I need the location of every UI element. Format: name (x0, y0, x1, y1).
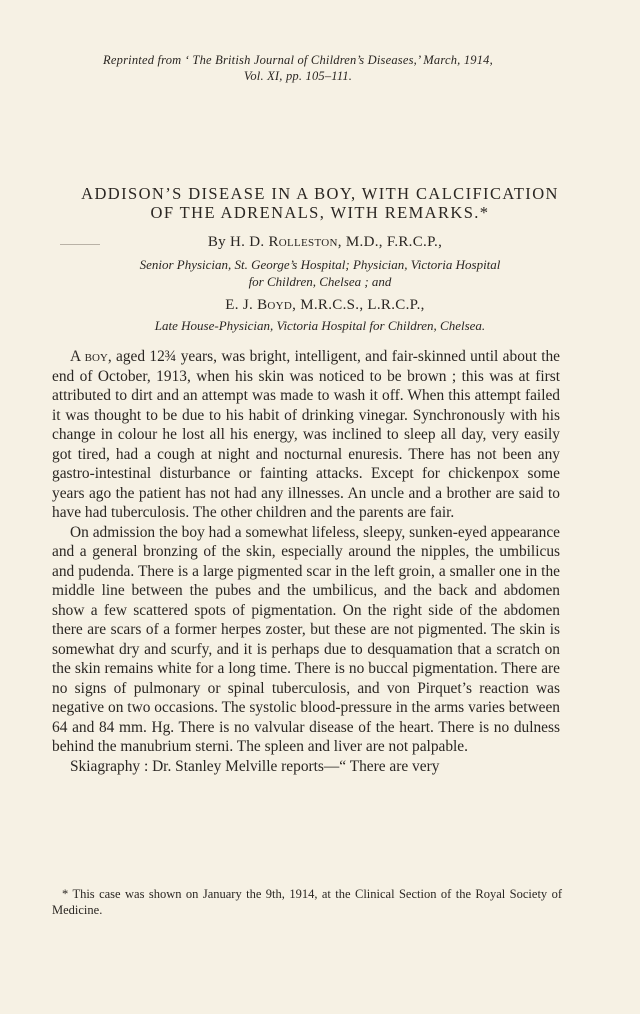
article-body (52, 347, 560, 776)
author-1-degrees: M.D., F.R.C.P., (345, 234, 443, 250)
reprint-line-2: Vol. XI, pp. 105–111. (243, 69, 353, 83)
paragraph-2: On admission the boy had a somewhat lifeless, sleepy, sunken-eyed appearance and a general bronzing of the skin, especially around the nipples, the umbilicus and pudenda. There is a large pigmented scar in the left groin, a smaller one in the middle line between the pubes and the umbilicus, and the back and abdomen show a few scattered spots of pigmentation. On the right side of the abdomen there are scars of a former herpes zoster, but these are not pigmented. The skin is somewhat dry and scurfy, and it is perhaps due to desquamation that a scratch on the skin remains white for a long time. There is no buccal pigmentation. There are no signs of pulmonary or spinal tuberculosis, and von Pirquet’s reaction was negative on two occasions. The systolic blood-pressure in the arms varies between 64 and 84 mm. Hg. There is no valvular disease of the heart. There is no dulness behind the manubrium sterni. The spleen and liver are not palpable. (52, 523, 560, 755)
author-1-affil-line-2: for Children, Chelsea ; and (248, 274, 392, 289)
author-1-by: By H. D. (207, 234, 265, 250)
paragraph-3: Skiagraphy : Dr. Stanley Melville reports—“ There are very (70, 757, 440, 775)
author-1-byline (60, 233, 590, 251)
paragraph-1 (52, 347, 560, 523)
author-2-affil-line: Late House-Physician, Victoria Hospital for Children, Chelsea. (154, 318, 486, 333)
article-title (40, 184, 600, 222)
author-2-name: Boyd, (257, 297, 297, 313)
author-2-initials: E. J. (225, 297, 254, 313)
author-2-affiliation (40, 317, 600, 334)
author-2-byline (60, 296, 590, 314)
title-line-1: ADDISON’S DISEASE IN A BOY, WITH CALCIFICATION (81, 184, 559, 203)
footnote (52, 886, 562, 918)
author-1-name: Rolleston, (268, 234, 342, 250)
reprint-line-1: Reprinted from ‘ The British Journal of Children’s Diseases,’ March, 1914, (103, 53, 493, 67)
author-2-degrees: M.R.C.S., L.R.C.P., (300, 297, 425, 313)
footnote-text: * This case was shown on January the 9th, 1914, at the Clinical Section of the Royal Society of Medicine. (52, 887, 562, 917)
author-1-affil-line-1: Senior Physician, St. George’s Hospital; Physician, Victoria Hospital (139, 257, 501, 272)
paragraph-1-lead: A boy, (70, 348, 112, 365)
author-1-affiliation (40, 256, 600, 290)
reprint-notice (60, 52, 536, 84)
title-line-2: OF THE ADRENALS, WITH REMARKS.* (150, 203, 490, 222)
paragraph-1-text: aged 12¾ years, was bright, intelligent, and fair-skinned until about the end of October, 1913, when his skin was noticed to be brown ; this was at first attributed to dirt and an attempt was made to wash it off. When this attempt failed it was thought to be due to his habit of drinking vinegar. Synchronously with his change in colour he lost all his energy, was inclined to sleep all day, very easily got tired, had a cough at night and nocturnal enuresis. There has not been any gastro-intestinal disturbance or fainting attacks. Except for chickenpox some years ago the patient has not had any illnesses. An uncle and a brother are said to have had tuberculosis. The other children and the parents are fair. (52, 348, 560, 521)
